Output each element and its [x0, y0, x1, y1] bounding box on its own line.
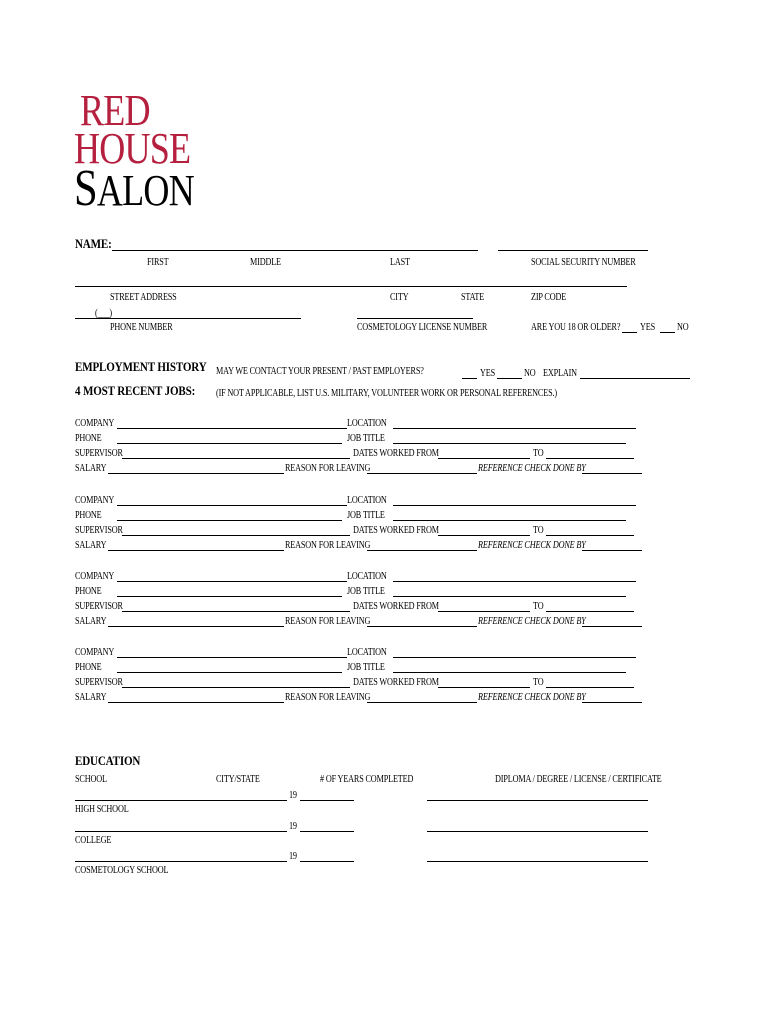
job-3-dates-from-field[interactable] [438, 611, 530, 612]
city-state-col-header: CITY/STATE [216, 774, 260, 785]
job-2-reason-field[interactable] [367, 550, 477, 551]
job-2-reason-label: REASON FOR LEAVING [285, 540, 371, 551]
high-school-label: HIGH SCHOOL [75, 804, 129, 815]
job-1-dates-to-field[interactable] [546, 458, 634, 459]
ssn-field[interactable] [498, 250, 648, 251]
age-no-blank[interactable] [660, 332, 675, 333]
name-field[interactable] [112, 250, 478, 251]
job-2-dates-label: DATES WORKED FROM [353, 525, 439, 536]
explain-label: EXPLAIN [543, 368, 577, 379]
phone-prefix: (___) [95, 308, 112, 319]
job-3-company-label: COMPANY [75, 571, 115, 582]
job-2-job-phone-field[interactable] [117, 520, 342, 521]
job-4-company-field[interactable] [117, 657, 347, 658]
job-1-job-title-field[interactable] [393, 443, 626, 444]
job-4-job-title-label: JOB TITLE [347, 662, 385, 673]
job-4-reference-field[interactable] [582, 702, 642, 703]
cosmetology-school-year-prefix: 19 [289, 851, 297, 862]
job-2-salary-field[interactable] [108, 550, 284, 551]
age-question: ARE YOU 18 OR OLDER? [531, 322, 621, 333]
name-label: NAME: [75, 236, 112, 251]
job-4-dates-from-field[interactable] [438, 687, 530, 688]
job-1-supervisor-field[interactable] [122, 458, 350, 459]
job-2-company-field[interactable] [117, 505, 347, 506]
job-1-job-phone-label: PHONE [75, 433, 102, 444]
job-4-supervisor-label: SUPERVISOR [75, 677, 123, 688]
job-2-dates-to-field[interactable] [546, 535, 634, 536]
job-2-supervisor-field[interactable] [122, 535, 350, 536]
employment-subheading: 4 MOST RECENT JOBS: [75, 383, 196, 398]
job-4-dates-to-field[interactable] [546, 687, 634, 688]
job-2-dates-from-field[interactable] [438, 535, 530, 536]
first-label: FIRST [147, 257, 169, 268]
job-2-to-label: TO [533, 525, 544, 536]
cosmetology-school-year-field[interactable] [300, 861, 354, 862]
age-yes-blank[interactable] [622, 332, 637, 333]
job-3-reference-label: REFERENCE CHECK DONE BY [478, 616, 586, 627]
city-label: CITY [390, 292, 409, 303]
job-2-company-label: COMPANY [75, 495, 115, 506]
years-col-header: # OF YEARS COMPLETED [320, 774, 414, 785]
contact-yes-label: YES [480, 368, 496, 379]
high-school-year-prefix: 19 [289, 790, 297, 801]
school-col-header: SCHOOL [75, 774, 107, 785]
job-3-supervisor-field[interactable] [122, 611, 350, 612]
ssn-label: SOCIAL SECURITY NUMBER [531, 257, 636, 268]
job-3-company-field[interactable] [117, 581, 347, 582]
cosmetology-school-label: COSMETOLOGY SCHOOL [75, 865, 169, 876]
job-1-job-phone-field[interactable] [117, 443, 342, 444]
job-2-reference-label: REFERENCE CHECK DONE BY [478, 540, 586, 551]
job-1-supervisor-label: SUPERVISOR [75, 448, 123, 459]
high-school-diploma-field[interactable] [427, 800, 648, 801]
job-2-salary-label: SALARY [75, 540, 107, 551]
job-2-job-phone-label: PHONE [75, 510, 102, 521]
job-2-job-title-field[interactable] [393, 520, 626, 521]
logo-salon-rest: ALON [96, 166, 194, 215]
job-2-location-label: LOCATION [347, 495, 387, 506]
license-field[interactable] [357, 318, 473, 319]
logo-house: HOUSE [74, 124, 191, 173]
diploma-col-header: DIPLOMA / DEGREE / LICENSE / CERTIFICATE [495, 774, 662, 785]
job-3-job-title-label: JOB TITLE [347, 586, 385, 597]
job-4-job-phone-label: PHONE [75, 662, 102, 673]
street-label: STREET ADDRESS [110, 292, 177, 303]
job-3-salary-field[interactable] [108, 626, 284, 627]
job-4-dates-label: DATES WORKED FROM [353, 677, 439, 688]
logo-salon [74, 160, 194, 217]
cosmetology-school-diploma-field[interactable] [427, 861, 648, 862]
job-2-supervisor-label: SUPERVISOR [75, 525, 123, 536]
job-3-job-phone-field[interactable] [117, 596, 342, 597]
license-label: COSMETOLOGY LICENSE NUMBER [357, 322, 488, 333]
job-1-salary-label: SALARY [75, 463, 107, 474]
job-3-reason-field[interactable] [367, 626, 477, 627]
job-1-to-label: TO [533, 448, 544, 459]
age-yes-label: YES [640, 322, 656, 333]
college-field[interactable] [75, 831, 287, 832]
job-3-location-label: LOCATION [347, 571, 387, 582]
job-4-salary-label: SALARY [75, 692, 107, 703]
cosmetology-school-field[interactable] [75, 861, 287, 862]
job-3-reason-label: REASON FOR LEAVING [285, 616, 371, 627]
job-4-location-field[interactable] [393, 657, 636, 658]
high-school-year-field[interactable] [300, 800, 354, 801]
job-1-job-title-label: JOB TITLE [347, 433, 385, 444]
college-year-prefix: 19 [289, 821, 297, 832]
job-2-location-field[interactable] [393, 505, 636, 506]
job-3-salary-label: SALARY [75, 616, 107, 627]
job-2-reference-field[interactable] [582, 550, 642, 551]
job-3-job-phone-label: PHONE [75, 586, 102, 597]
explain-field[interactable] [580, 378, 690, 379]
last-label: LAST [390, 257, 410, 268]
job-4-reference-label: REFERENCE CHECK DONE BY [478, 692, 586, 703]
college-label: COLLEGE [75, 835, 112, 846]
job-4-reason-field[interactable] [367, 702, 477, 703]
job-3-job-title-field[interactable] [393, 596, 626, 597]
education-heading: EDUCATION [75, 753, 141, 768]
job-3-supervisor-label: SUPERVISOR [75, 601, 123, 612]
job-1-company-field[interactable] [117, 428, 347, 429]
job-1-reference-field[interactable] [582, 473, 642, 474]
job-4-supervisor-field[interactable] [122, 687, 350, 688]
phone-label: PHONE NUMBER [110, 322, 173, 333]
college-year-field[interactable] [300, 831, 354, 832]
contact-no-blank[interactable] [497, 378, 522, 379]
job-1-location-label: LOCATION [347, 418, 387, 429]
employment-heading: EMPLOYMENT HISTORY [75, 359, 207, 374]
job-2-job-title-label: JOB TITLE [347, 510, 385, 521]
job-4-job-phone-field[interactable] [117, 672, 342, 673]
college-diploma-field[interactable] [427, 831, 648, 832]
job-4-salary-field[interactable] [108, 702, 284, 703]
job-1-salary-field[interactable] [108, 473, 284, 474]
age-no-label: NO [677, 322, 689, 333]
job-3-dates-to-field[interactable] [546, 611, 634, 612]
job-4-reason-label: REASON FOR LEAVING [285, 692, 371, 703]
job-3-reference-field[interactable] [582, 626, 642, 627]
high-school-field[interactable] [75, 800, 287, 801]
job-4-company-label: COMPANY [75, 647, 115, 658]
job-1-location-field[interactable] [393, 428, 636, 429]
job-1-reason-label: REASON FOR LEAVING [285, 463, 371, 474]
job-1-dates-from-field[interactable] [438, 458, 530, 459]
job-3-to-label: TO [533, 601, 544, 612]
job-3-dates-label: DATES WORKED FROM [353, 601, 439, 612]
job-1-dates-label: DATES WORKED FROM [353, 448, 439, 459]
phone-field[interactable] [75, 318, 301, 319]
job-4-to-label: TO [533, 677, 544, 688]
contact-no-label: NO [524, 368, 536, 379]
contact-yes-blank[interactable] [462, 378, 477, 379]
job-1-reason-field[interactable] [367, 473, 477, 474]
middle-label: MIDDLE [250, 257, 281, 268]
job-4-job-title-field[interactable] [393, 672, 626, 673]
contact-question: MAY WE CONTACT YOUR PRESENT / PAST EMPLOYERS? [216, 366, 424, 377]
job-1-reference-label: REFERENCE CHECK DONE BY [478, 463, 586, 474]
state-label: STATE [461, 292, 485, 303]
job-3-location-field[interactable] [393, 581, 636, 582]
job-4-location-label: LOCATION [347, 647, 387, 658]
logo-salon-initial: S [74, 160, 97, 217]
logo-red: RED [80, 86, 150, 135]
address-field[interactable] [75, 286, 627, 287]
employment-note: (IF NOT APPLICABLE, LIST U.S. MILITARY, VOLUNTEER WORK OR PERSONAL REFERENCES.) [216, 388, 557, 399]
zip-label: ZIP CODE [531, 292, 567, 303]
job-1-company-label: COMPANY [75, 418, 115, 429]
